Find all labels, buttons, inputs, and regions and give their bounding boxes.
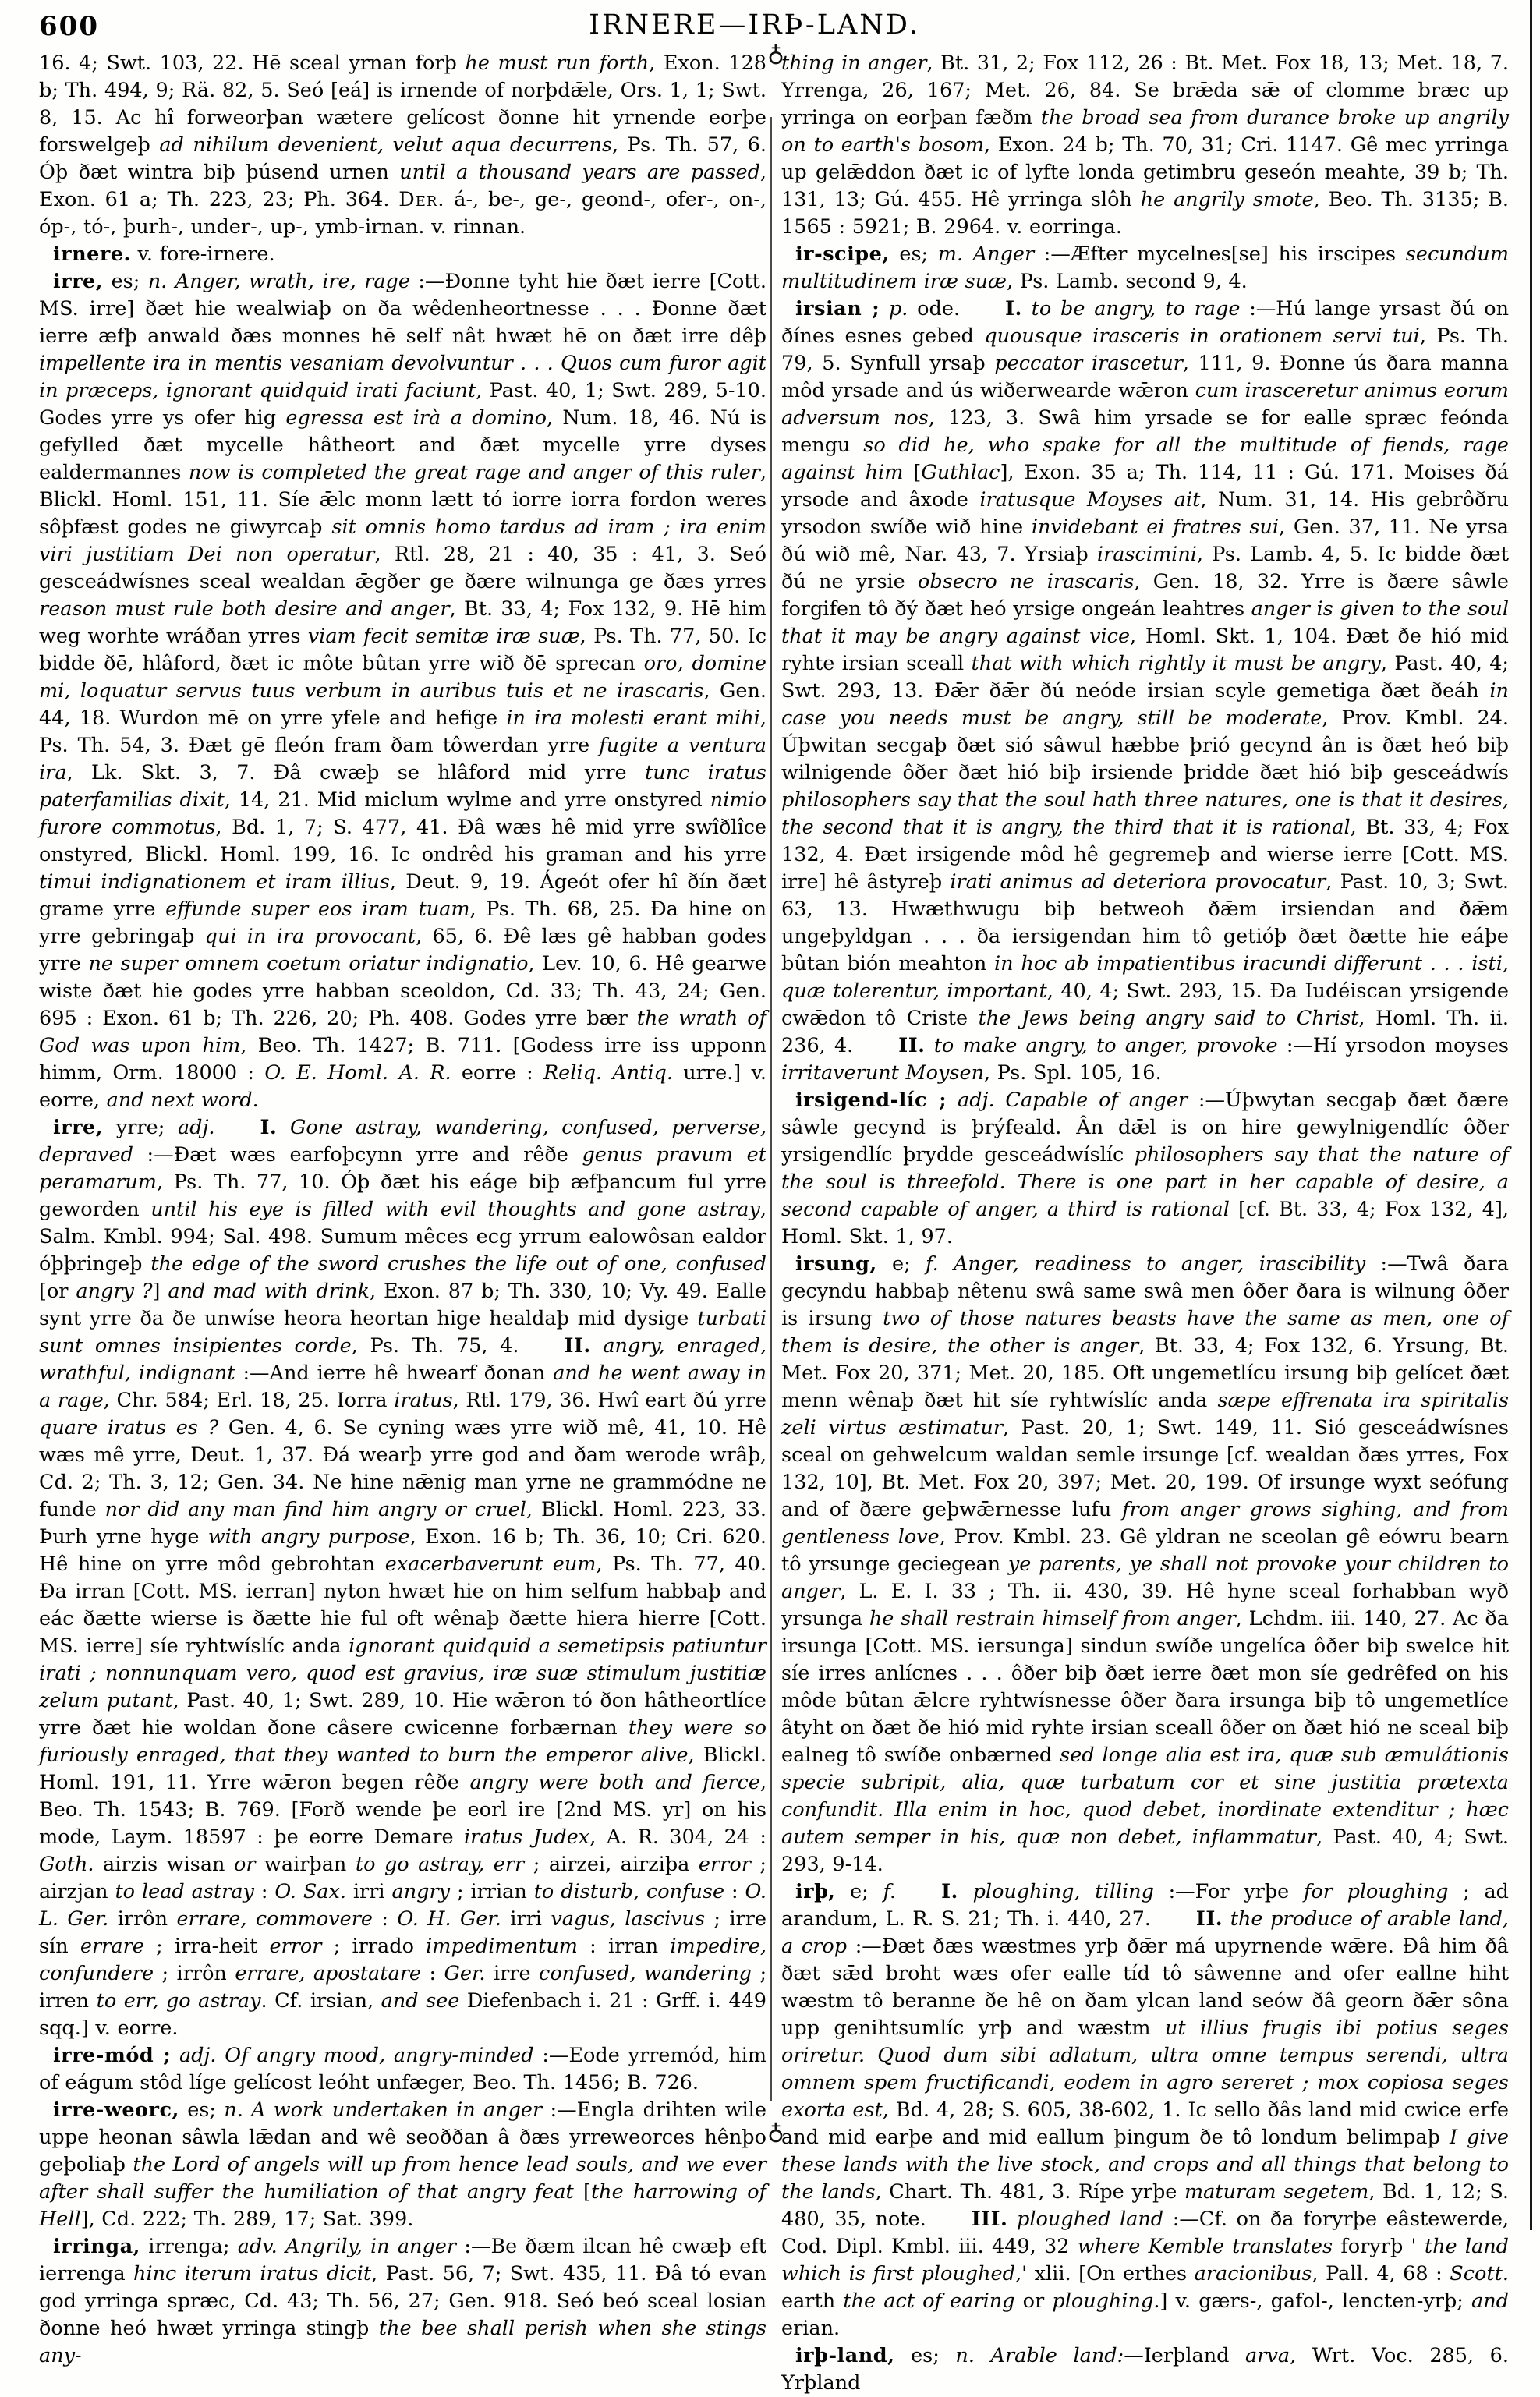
text-run: erian. (781, 2317, 841, 2340)
text-run: errare, commovere (176, 1907, 373, 1931)
text-run: airzis wisan (94, 1853, 234, 1876)
text-run: :—Cf. on ða foryrþe eâstewerde, Cod. Dipl. Kmbl. iii. 449, 32 (781, 2208, 1510, 2258)
text-run: , Ps. Th. 75, 4. (351, 1334, 519, 1358)
text-run: : irran (577, 1935, 671, 1958)
text-run: , Lk. Skt. 3, 7. Ðâ cwæþ se hlâford mid yrre (66, 761, 645, 784)
text-run: irri (345, 1880, 392, 1903)
text-run: , Ps. Lamb. 4, 5. Ic bidde ðæt ðú ne yrsie (781, 543, 1509, 593)
text-run: adj. Of angry mood, angry-minded (179, 2044, 534, 2067)
text-run: Reliq. Antiq. (543, 1061, 673, 1085)
text-run: , Ps. Th. 77, 50. Ic bidde ðē, hlâford, ðæt ic môte bûtan yrre wið ðē sprecan (39, 625, 766, 675)
headword: ir-scipe, (795, 243, 890, 266)
text-run: , Chart. Th. 481, 3. Rípe yrþe (875, 2180, 1184, 2204)
text-run: , Beo. Th. 3135; B. 1565 : 5921; B. 2964. v. eorringa. (781, 188, 1509, 239)
headword: irre, (53, 270, 104, 293)
text-run: philosophers say that the soul hath three natures, one is that it desires, the second that it is angry, the third that it is rational (781, 788, 1509, 839)
text-run: now is completed the great rage and anger of this ruler (188, 461, 760, 484)
right-column (781, 50, 1509, 2397)
text-run: , Past. 40, 1; Swt. 289, 10. Hie wǣron tó ðon hâtheortlíce yrre ðæt hie woldan ðone câsere cwicenne forbærnan (39, 1689, 766, 1740)
text-run: O. H. Ger. (397, 1907, 501, 1931)
text-run: impedire, confundere (39, 1935, 767, 1985)
text-run: , Exon. 61 a; Th. 223, 23; Ph. 364. (39, 161, 766, 211)
text-run: :—Engla drihten wile uppe heonan sâwla lǣdan and wê seoððan â ðæs yrreweorces hênþo geþoliaþ (39, 2098, 766, 2176)
entry-irsian (781, 296, 1509, 1087)
text-run: , Blickl. Homl. 223, 33. Þurh yrne hyge (39, 1498, 766, 1549)
text-run: ye parents, ye shall not provoke your children to anger (781, 1553, 1510, 1603)
text-run: , Bt. 33, 4; Fox 132, 9. Hē him weg worhte wráðan yrres (39, 597, 766, 648)
text-run: , Past. 40, 4; Swt. 293, 9-14. (781, 1825, 1509, 1876)
text-run: to be angry, to rage (1021, 297, 1241, 320)
text-run: [ (573, 2180, 591, 2204)
text-run: :—Twâ ðara gecyndu habbaþ nêtenu swâ same swâ men ôðer ðara is wilnung ôðer is irsung (781, 1252, 1509, 1330)
text-run: , Blickl. Homl. 151, 11. Síe ǣlc monn lætt tó iorre iorra fordon weres sôþfæst godes ne giwyrcaþ (39, 461, 766, 539)
printers-mark-bottom-icon: ♁ (767, 2121, 784, 2148)
text-run: :—Ðonne tyht hie ðæt ierre [Cott. MS. irre] ðæt hie wealwiaþ on ða wêdenheortnesse . . . Ðonne ðæt ierre æfþ anwald ðæs monnes hē self nât hwæt hē on ðæt irre dêþ (39, 270, 767, 348)
text-run: to lead astray (115, 1880, 254, 1903)
text-run: Gen. 4, 6. Se cyning wæs yrre wið mê, 41, 10. Hê wæs mê yrre, Deut. 1, 37. Ðá wearþ yrre god and ðam werode wrâþ, Cd. 2; Th. 3, 12; Gen. 34. Ne hine nǣnig man yrne ne grammódne ne funde (39, 1416, 766, 1521)
text-run: , Exon. 87 b; Th. 330, 10; Vy. 49. Ealle synt yrre ða ðe unwíse heora heortan hige healdaþ mid dysige (39, 1280, 767, 1330)
text-run: , Homl. Skt. 1, 104. Ðæt ðe hió mid ryhte irsian sceall (781, 625, 1509, 675)
text-run: I give these lands with the live stock, and crops and all things that belong to the lands (781, 2126, 1509, 2204)
text-run: , Homl. Th. ii. 236, 4. (781, 1007, 1509, 1057)
text-run: to disturb, confuse (533, 1880, 725, 1903)
text-run: aracionibus (1194, 2262, 1312, 2285)
text-run: Der. (398, 188, 445, 211)
text-run: maturam segetem (1184, 2180, 1369, 2204)
text-run: irrenga; (140, 2235, 238, 2258)
text-run: , Gen. 37, 11. Ne yrsa ðú wið mê, Nar. 43, 7. Yrsiaþ (781, 515, 1509, 566)
text-run: urre.] v. eorre, (39, 1061, 766, 1112)
text-run: —Ierþland (1124, 2344, 1246, 2367)
printers-mark-top-icon: ♁ (767, 43, 784, 70)
text-run: , Past. 56, 7; Swt. 435, 11. Ðâ tó evan god yrringa spræc, Cd. 43; Th. 56, 27; Gen. 918. Seó beó sceal losian ðonne heó hwæt yrringa stingþ (39, 2262, 766, 2340)
text-run: , Beo. Th. 1543; B. 769. [Forð wende þe eorl ire [2nd MS. yr] on his mode, Laym. 18597 : þe eorre Demare (39, 1771, 766, 1849)
text-run: , 65, 6. Ðê læs gê habban godes yrre (39, 925, 766, 975)
headword: irre, (53, 1116, 104, 1139)
text-run: ; airzjan (39, 1853, 766, 1903)
text-run: genus pravum et peramarum (39, 1143, 766, 1194)
text-run: ne super omnem coetum oriatur indignatio (88, 952, 529, 975)
text-run: irri (501, 1907, 551, 1931)
text-run: he must run forth (465, 51, 650, 75)
text-run: n. Anger, wrath, ire, rage (147, 270, 410, 293)
text-run: , Gen. 18, 32. Yrre is ðære sâwle forgifen tô ðý ðæt heó yrsige ongeán leahtres (781, 570, 1509, 621)
entry-irringa (39, 2233, 766, 2370)
headword: irsung, (795, 1252, 877, 1276)
text-run: and mad with drink (168, 1280, 370, 1303)
text-run: [ (903, 461, 922, 484)
text-run (880, 297, 889, 320)
text-run: , Past. 40, 1; Swt. 289, 5-10. Godes yrre ys ofer hig (39, 379, 766, 430)
text-run: iratusque Moyses ait (979, 488, 1201, 512)
page-number: 600 (39, 11, 99, 42)
entry-irsung (781, 1251, 1509, 1878)
text-run: n. A work undertaken in anger (224, 2098, 543, 2122)
text-run: Diefenbach i. 21 : Grff. i. 449 sqq.] v. eorre. (39, 1989, 767, 2040)
entry-irringa-continued (781, 50, 1509, 241)
text-run: m. Anger (937, 243, 1035, 266)
text-run: , Rtl. 28, 21 : 40, 35 : 41, 3. Seó gesceádwísnes sceal wealdan ǣgðer ge ðære wilnunga ge ðæs yrres (39, 543, 766, 593)
text-run: so did he, who spake for all the multitude of fiends, rage against him (781, 434, 1510, 484)
text-run: nimio furore commotus (39, 788, 767, 839)
text-run: , Bt. 33, 4; Fox 132, 6. Yrsung, Bt. Met. Fox 20, 371; Met. 20, 185. Oft ungemetlícu irsung biþ gelícet ðæt menn wênaþ ðæt hit síe ryhtwíslíc anda (781, 1334, 1509, 1412)
entry-ir-scipe (781, 241, 1509, 296)
text-run: e; (876, 1252, 926, 1276)
text-run: [or (39, 1280, 76, 1303)
text-run: Gone astray, wandering, confused, perverse, depraved (39, 1116, 766, 1167)
text-run: , Chr. 584; Erl. 18, 25. Iorra (103, 1389, 395, 1412)
headword: irnere. (53, 243, 131, 266)
text-run: adv. Angrily, in anger (237, 2235, 457, 2258)
text-run: peccator irascetur (994, 352, 1183, 375)
text-run: or (233, 1853, 256, 1876)
text-run: :—And ierre hê hwearf ðonan (235, 1361, 554, 1385)
text-run: and (1471, 2289, 1509, 2313)
text-run: ], Exon. 35 a; Th. 114, 11 : Gú. 171. Moises ðá yrsode and âxode (781, 461, 1509, 512)
text-run: , Bd. 1, 12; S. 480, 35, note. (781, 2180, 1510, 2231)
text-run: .] v. gærs-, gafol-, lencten-yrþ; (1153, 2289, 1472, 2313)
text-run: iratus (394, 1389, 453, 1412)
text-run: confused, wandering (539, 1962, 752, 1985)
text-run: , Gen. 44, 18. Wurdon mē on yrre yfele and hefige (39, 679, 766, 730)
text-run: earth (781, 2289, 844, 2313)
text-run (171, 2044, 179, 2067)
text-run: and see (381, 1989, 460, 2013)
text-run: :—Be ðæm ilcan hê cwæþ eft ierrenga (39, 2235, 766, 2285)
text-run: irritaverunt Moysen (781, 1061, 984, 1085)
text-run: iratus Judex (464, 1825, 590, 1849)
text-run: the harrowing of Hell (39, 2180, 766, 2231)
text-run: :—Eode yrremód, him of eágum stôd líge gelícost leóht unfæger, Beo. Th. 1456; B. 726. (39, 2044, 766, 2094)
text-run: adj. (177, 1116, 215, 1139)
text-run: v. fore-irnere. (130, 243, 275, 266)
text-run: or (1014, 2289, 1053, 2313)
text-run: nor did any man find him angry or cruel (104, 1498, 526, 1521)
text-run: , Prov. Kmbl. 23. Gê yldran ne sceolan gê eówru bearn tô yrsunge geciegean (781, 1525, 1509, 1576)
text-run: to make angry, to anger, provoke (925, 1034, 1278, 1057)
text-run: ; irre sín (39, 1907, 767, 1958)
text-run: irrôn (108, 1907, 177, 1931)
text-run: obsecro ne irascaris (918, 570, 1135, 593)
text-run: sit omnis homo tardus ad iram ; ira enim viri justitiam Dei non operatur (39, 515, 767, 566)
text-run: quousque irasceris in orationem servi tui (984, 324, 1420, 348)
text-run: , Exon. 128 b; Th. 494, 9; Rä. 82, 5. Seó [eá] is irnende of norþdǣle, Ors. 1, 1; Swt. 8, 15. Ac hî forweorþan wætere gelícost ðonne hit yrnende eorþe forswelgeþ (39, 51, 766, 157)
headword: II. (898, 1034, 926, 1057)
headword: irre-mód ; (53, 2044, 172, 2067)
text-run: anger is given to the soul that it may be angry against vice (781, 597, 1509, 648)
text-run: turbati sunt omnes insipientes corde (39, 1307, 766, 1358)
text-run: viam fecit semitæ iræ suæ (307, 625, 580, 648)
text-run: : (253, 1880, 275, 1903)
text-run: angry were both and fierce (469, 1771, 760, 1794)
entry-irre-noun (39, 268, 766, 1114)
text-run: the wrath of God was upon him (39, 1007, 766, 1057)
text-run (947, 1089, 958, 1112)
text-run: , Beo. Th. 1427; B. 711. [Godess irre iss upponn himm, Orm. 18000 : (39, 1034, 766, 1085)
text-run: ; irrado (321, 1935, 427, 1958)
text-run: , Num. 18, 46. Nú is gefylled ðæt mycelle hâtheort and ðæt mycelle yrre dyses ealdermannes (39, 406, 766, 484)
text-run: the Jews being angry said to Christ (978, 1007, 1359, 1030)
text-run: , 40, 4; Swt. 293, 15. Ða Iudéiscan yrsigende cwǣdon tô Criste (781, 979, 1510, 1030)
text-run: cum irasceretur animus eorum adversum nos (781, 379, 1509, 430)
text-run: O. E. Homl. A. R. (264, 1061, 451, 1085)
text-run: O. L. Ger. (39, 1880, 767, 1931)
text-run: errare, apostatare (235, 1962, 421, 1985)
text-run: f. (883, 1880, 897, 1903)
text-run: ; irrôn (154, 1962, 235, 1985)
text-run: he shall restrain himself from anger (869, 1607, 1236, 1630)
text-run: and next word (106, 1089, 253, 1112)
text-run: until a thousand years are passed (399, 161, 760, 184)
headword: irþ, (795, 1880, 836, 1903)
text-run: adj. Capable of anger (958, 1089, 1188, 1112)
text-run: á-, be-, ge-, geond-, ofer-, on-, óp-, tó-, þurh-, under-, up-, ymb-irnan. v. rinnan. (39, 188, 766, 239)
text-run: the produce of arable land, a crop (781, 1907, 1509, 1958)
scan-edge-line (1530, 0, 1532, 2230)
text-run: hinc iterum iratus dicit (133, 2262, 372, 2285)
text-run: , Rtl. 179, 36. Hwî eart ðú yrre (452, 1389, 766, 1412)
text-run: Scott. (1450, 2262, 1509, 2285)
text-run: from anger grows sighing, and from gentleness love (781, 1498, 1509, 1549)
text-run: Guthlac (921, 461, 1000, 484)
text-run: , L. E. I. 33 ; Th. ii. 430, 39. Hê hyne sceal forhabban wyð yrsunga (781, 1580, 1509, 1630)
headword: irringa, (53, 2235, 141, 2258)
text-run: , 123, 3. Swâ him yrsade se for ealle spræc feónda mengu (781, 406, 1510, 457)
entry-irsigend-lic (781, 1087, 1509, 1251)
running-head-title: IRNERE—IRÞ-LAND. (589, 9, 920, 41)
text-run: es; (894, 2344, 956, 2367)
text-run: ignorant quidquid a semetipsis patiuntur irati ; nonnunquam vero, quod est gravius, iræ suæ stimulum justitiæ zelum putant (39, 1634, 766, 1712)
entry-irre-weorc (39, 2097, 766, 2233)
text-run: n. Arable land: (955, 2344, 1124, 2367)
text-run: p. (888, 297, 908, 320)
text-run: effunde super eos iram tuam (165, 898, 470, 921)
headword: irsian ; (795, 297, 880, 320)
text-run: . Cf. irsian, (260, 1989, 381, 2013)
text-run: ; irren (39, 1962, 767, 2013)
text-run: , Past. 40, 4; Swt. 293, 13. Ðǣr ðǣr ðú neóde irsian scyle gemetiga ðæt ðeáh (781, 652, 1510, 703)
headword: I. (941, 1880, 958, 1903)
entry-irnan-continued (39, 50, 766, 241)
headword: irre-weorc, (53, 2098, 179, 2122)
text-run: ; airzei, airziþa (524, 1853, 699, 1876)
text-run: the bee shall perish when she stings any- (39, 2317, 766, 2367)
text-run: until his eye is filled with evil thoughts and gone astray (150, 1198, 760, 1221)
headword: I. (1005, 297, 1022, 320)
text-run: in ira molesti erant mihi (506, 706, 760, 730)
text-run: exacerbaverunt eum (384, 1553, 597, 1576)
text-run: irati animus ad deteriora provocatur (950, 870, 1326, 894)
text-run: ploughing (1052, 2289, 1154, 2313)
text-run: , Ps. Lamb. second 9, 4. (1007, 270, 1248, 293)
text-run: errare (80, 1935, 144, 1958)
text-run: , Exon. 24 b; Th. 70, 31; Cri. 1147. Gê mec yrringa up gelǣddon ðæt ic of lyfte londa getimbru geseón meahte, 39 b; Th. 131, 13; Gú. 455. Hê yrringa slôh (781, 133, 1509, 211)
text-run: , A. R. 304, 24 : (589, 1825, 767, 1849)
text-run: the land which is first ploughed, (781, 2235, 1509, 2285)
text-run: e; (835, 1880, 883, 1903)
text-run: , Bt. 31, 2; Fox 112, 26 : Bt. Met. Fox 18, 13; Met. 18, 7. Yrrenga, 26, 167; Met. 26, 84. Se brǣda sǣ of clomme bræc up yrringa on eorþan fæðm (781, 51, 1509, 129)
headword: irþ-land, (795, 2344, 895, 2367)
text-run: where Kemble translates (1077, 2235, 1333, 2258)
text-run: ' xlii. [On erthes (1021, 2262, 1195, 2285)
text-run: sed longe alia est ira, quæ sub æmulátionis specie subripit, alia, quæ turbatum cor et sine justitia prætexta confundit. Illa enim in hoc, quod debet, inordinate extenditur ; hæc autem semper in his, quæ non debet, inflammatur (781, 1744, 1510, 1849)
headword: III. (971, 2208, 1008, 2231)
text-run: , Past. 20, 1; Swt. 149, 11. Sió gesceádwísnes sceal on gehwelcum waldan semle irsunge [cf. wealdan ðæs yrres, Fox 132, 10], Bt. Met. Fox 20, 397; Met. 20, 199. Of irsunge wyxt seófung and of ðære geþwǣrnesse lufu (781, 1416, 1510, 1521)
text-run: , Ps. Spl. 105, 16. (984, 1061, 1162, 1085)
text-run: Ger. (444, 1962, 486, 1985)
headword: irsigend-líc ; (795, 1089, 947, 1112)
text-run: , Ps. Th. 77, 40. Ða irran [Cott. MS. ierran] nyton hwæt hie on him selfum habbaþ and eác ðætte wierse is ðætte hie ful oft wênaþ ðætte hiera hierre [Cott. MS. ierre] síe ryhtwíslíc anda (39, 1553, 767, 1658)
text-run: :—Úþwytan secgaþ ðæt ðære sâwle gecynd is þrýfeald. Ân dǣl is on hire gewylnigendlíc ôðer yrsigendlíc þrydde gesceádwíslíc (781, 1089, 1509, 1167)
text-run: he angrily smote (1140, 188, 1314, 211)
text-run: secundum multitudinem iræ suæ (781, 243, 1509, 293)
text-run: O. Sax. (274, 1880, 346, 1903)
text-run: , Ps. Th. 77, 10. Óþ ðæt his eáge biþ æfþancum ful yrre geworden (39, 1170, 766, 1221)
text-run: . (252, 1089, 259, 1112)
text-run: and he went away in a rage (39, 1361, 766, 1412)
text-run: philosophers say that the nature of the soul is threefold. There is one part in her capable of desire, a second capable of anger, a third is rational (781, 1143, 1509, 1221)
text-run: with angry purpose (207, 1525, 410, 1549)
text-run: : (724, 1880, 745, 1903)
entry-irre-adj (39, 1114, 766, 2042)
text-run: timui indignationem et iram illius (39, 870, 390, 894)
text-run: , Lev. 10, 6. Hê gearwe wiste ðæt hie godes yrre habban sceoldon, Cd. 33; Th. 43, 24; Gen. 695 : Exon. 61 b; Th. 226, 20; Ph. 408. Godes yrre bær (39, 952, 766, 1030)
text-run: :—Hú lange yrsast ðú on ðínes esnes gebed (781, 297, 1509, 348)
text-run: es; (179, 2098, 225, 2122)
text-run: arva (1245, 2344, 1290, 2367)
text-run: that with which rightly it must be angry (971, 652, 1381, 675)
text-run: oro, domine mi, loquatur servus tuus verbum in auribus tuis et ne irascaris (39, 652, 766, 703)
text-run: : (421, 1962, 444, 1985)
text-run: the act of earing (843, 2289, 1015, 2313)
text-run: tunc iratus paterfamilias dixit (39, 761, 766, 812)
text-run: to go astray, err (355, 1853, 525, 1876)
text-run: , Lchdm. iii. 140, 27. Ac ða irsunga [Cott. MS. iersunga] sindun swíðe ungelíca ôðer biþ swelce hit síe irres anlícnes . . . ôðer biþ ðæt ierre ðæt mon síe gedrêfed on his môde bûtan ǣlcre ryhtwísnesse ôðer ðara irsunga biþ tô ungemetlíce âtyht on ðæt ðe hió mid ryhte irsian sceall ôðer on ðæt hió ne sceal biþ ealneg tô swíðe onbærned (781, 1607, 1509, 1767)
text-run: the broad sea from durance broke up angrily on to earth's bosom (781, 106, 1509, 157)
text-run: , Salm. Kmbl. 994; Sal. 498. Sumum mêces ecg yrrum ealowôsan ealdor óþþringeþ (39, 1198, 766, 1276)
entry-irth-land (781, 2342, 1509, 2397)
text-run: the Lord of angels will up from hence lead souls, and we ever after shall suffer the humiliation of that angry feat (39, 2153, 766, 2204)
text-run: wairþan (255, 1853, 356, 1876)
headword: II. (1195, 1907, 1223, 1931)
text-run: , Ps. Th. 79, 5. Synfull yrsaþ (781, 324, 1509, 375)
text-run: :—For yrþe (1153, 1880, 1304, 1903)
text-run: ; irrian (450, 1880, 534, 1903)
entry-irth (781, 1878, 1509, 2342)
text-run: es; (889, 243, 938, 266)
text-run: , Wrt. Voc. 285, 6. Yrþland (781, 2344, 1509, 2395)
text-run: :—Ðæt ðæs wæstmes yrþ ðǣr má upyrnende wǣre. Ðâ him ðâ ðæt sǣd broht wæs ofer ealle tíd tô sâwenne and ofer eallne hiht wæstm tô beranne ðe hê on ðam ylcan land seów ðâ georn ðǣr sôna upp genihtsumlíc yrþ and wæstm (781, 1935, 1509, 2040)
headword: II. (564, 1334, 591, 1358)
text-run: irascimini (1096, 543, 1197, 566)
text-run: , Ps. Th. 57, 6. Óþ ðæt wintra biþ þúsend urnen (39, 133, 767, 184)
text-run: error (698, 1853, 751, 1876)
text-run: , Bt. 33, 4; Fox 132, 4. Ðæt irsigende môd hê gegremeþ and wierse ierre [Cott. MS. irre] hê âstyreþ (781, 816, 1509, 894)
text-run: vagus, lascivus (551, 1907, 706, 1931)
text-run: in hoc ab impatientibus iracundi differunt . . . isti, quæ tolerentur, important (781, 952, 1509, 1003)
text-run: sæpe effrenata ira spiritalis zeli virtus æstimatur (781, 1389, 1510, 1439)
text-run: 16. 4; Swt. 103, 22. Hē sceal yrnan forþ (39, 51, 466, 75)
text-run: ploughed land (1007, 2208, 1164, 2231)
text-run: , 14, 21. Mid miclum wylme and yrre onstyred (224, 788, 710, 812)
text-run: , Ps. Th. 68, 25. Ða hine on yrre gebringaþ (39, 898, 767, 948)
text-run: , Bd. 1, 7; S. 477, 41. Ðâ wæs hê mid yrre swîðlîce onstyred, Blickl. Homl. 199, 16. Ic ondrêd his graman and his yrre (39, 816, 766, 866)
text-run: ] (152, 1280, 168, 1303)
text-run: angry ? (76, 1280, 153, 1303)
text-run: for ploughing (1303, 1880, 1449, 1903)
text-run: :—Æfter mycelnes[se] his irscipes (1034, 243, 1406, 266)
text-run: fugite a ventura ira (39, 734, 766, 784)
text-run: Goth. (39, 1853, 94, 1876)
text-run: , Past. 10, 3; Swt. 63, 13. Hwæthwugu biþ betweoh ðǣm irsiendan and ðǣm ungeþyldgan . . . ða iersigendan him tô getióþ ðæt ðætte hie eáþe bûtan bión meahton (781, 870, 1510, 975)
text-run: es; (103, 270, 148, 293)
text-run: thing in anger (781, 51, 927, 75)
text-run: the edge of the sword crushes the life out of one, confused (150, 1252, 766, 1276)
text-run: , Num. 31, 14. His gebrôðru yrsodon swíðe wið hine (781, 488, 1509, 539)
text-run: , Ps. Th. 54, 3. Ðæt gē fleón fram ðam tôwerdan yrre (39, 706, 767, 757)
text-run: , Bd. 4, 28; S. 605, 38-602, 1. Ic sello ðâs land mid cwice erfe and mid earþe and mid eallum þingum ðe tô londum belimpaþ (781, 2098, 1509, 2149)
text-run: angry (391, 1880, 451, 1903)
text-run: quare iratus es ? (39, 1416, 219, 1439)
text-run: eorre : (451, 1061, 543, 1085)
text-run: error (269, 1935, 322, 1958)
entry-irnere (39, 241, 766, 268)
text-run: ploughing, tilling (958, 1880, 1154, 1903)
text-run: to err, go astray (96, 1989, 261, 2013)
text-run: f. Anger, readiness to anger, irascibility (926, 1252, 1366, 1276)
text-run: reason must rule both desire and anger (39, 597, 450, 621)
text-run: invidebant ei fratres sui (1031, 515, 1280, 539)
text-run: :—Ðæt wæs earfoþcynn yrre and rêðe (133, 1143, 582, 1167)
text-run: irre (485, 1962, 540, 1985)
text-run: impedimentum (426, 1935, 578, 1958)
text-run: ; ad arandum, L. R. S. 21; Th. i. 440, 27. (781, 1880, 1509, 1931)
left-column (39, 50, 766, 2370)
headword: I. (260, 1116, 278, 1139)
text-run: :—Hí yrsodon moyses (1277, 1034, 1509, 1057)
text-run: ; irra-heit (143, 1935, 270, 1958)
text-run: : (373, 1907, 398, 1931)
text-run: , Blickl. Homl. 191, 11. Yrre wǣron begen rêðe (39, 1744, 766, 1794)
text-run: , Exon. 16 b; Th. 36, 10; Cri. 620. Hê hine on yrre môd gebrohtan (39, 1525, 766, 1576)
text-run: foryrþ ' (1333, 2235, 1425, 2258)
text-run: angry, enraged, wrathful, indignant (39, 1334, 766, 1385)
text-run: ], Cd. 222; Th. 289, 17; Sat. 399. (80, 2208, 414, 2231)
text-run: qui in ira provocant (204, 925, 416, 948)
text-run: [cf. Bt. 33, 4; Fox 132, 4], Homl. Skt. 1, 97. (781, 1198, 1510, 1248)
text-run: they were so furiously enraged, that they wanted to burn the emperor alive (39, 1716, 767, 1767)
text-run: ode. (908, 297, 961, 320)
text-run: ad nihilum devenient, velut aqua decurrens (159, 133, 612, 157)
text-run: , Prov. Kmbl. 24. Úþwitan secgaþ ðæt sió sâwul hæbbe þrió gecynd ân is ðæt heó biþ wilnigende ôðer ðæt hió biþ irsiende þridde ðæt hió biþ gesceádwís (781, 706, 1509, 784)
column-divider-rule (770, 117, 772, 2101)
text-run: ut illius frugis ibi potius seges oriretur. Quod dum sibi adlatum, ultra omne tempus serendi, ultra omnem spem fructificandi, eodem in agro sereret ; mox copiosa seges exorta est (781, 2016, 1509, 2122)
text-run: yrre; (103, 1116, 178, 1139)
text-run: , Deut. 9, 19. Ágeót ofer hî ðín ðæt grame yrre (39, 870, 766, 921)
entry-irre-mod (39, 2042, 766, 2097)
text-run: egressa est irà a domino (285, 406, 547, 430)
text-run: in case you needs must be angry, still be moderate (781, 679, 1509, 730)
text-run: two of those natures beasts have the same as men, one of them is desire, the other is anger (781, 1307, 1510, 1358)
text-run: impellente ira in mentis vesaniam devolvuntur . . . Quos cum furor agit in præceps, ignorant quidquid irati faciunt (39, 352, 766, 402)
text-run: , 111, 9. Ðonne ús ðara manna môd yrsade and ús wiðerwearde wǣron (781, 352, 1510, 402)
text-run: , Pall. 4, 68 : (1312, 2262, 1450, 2285)
